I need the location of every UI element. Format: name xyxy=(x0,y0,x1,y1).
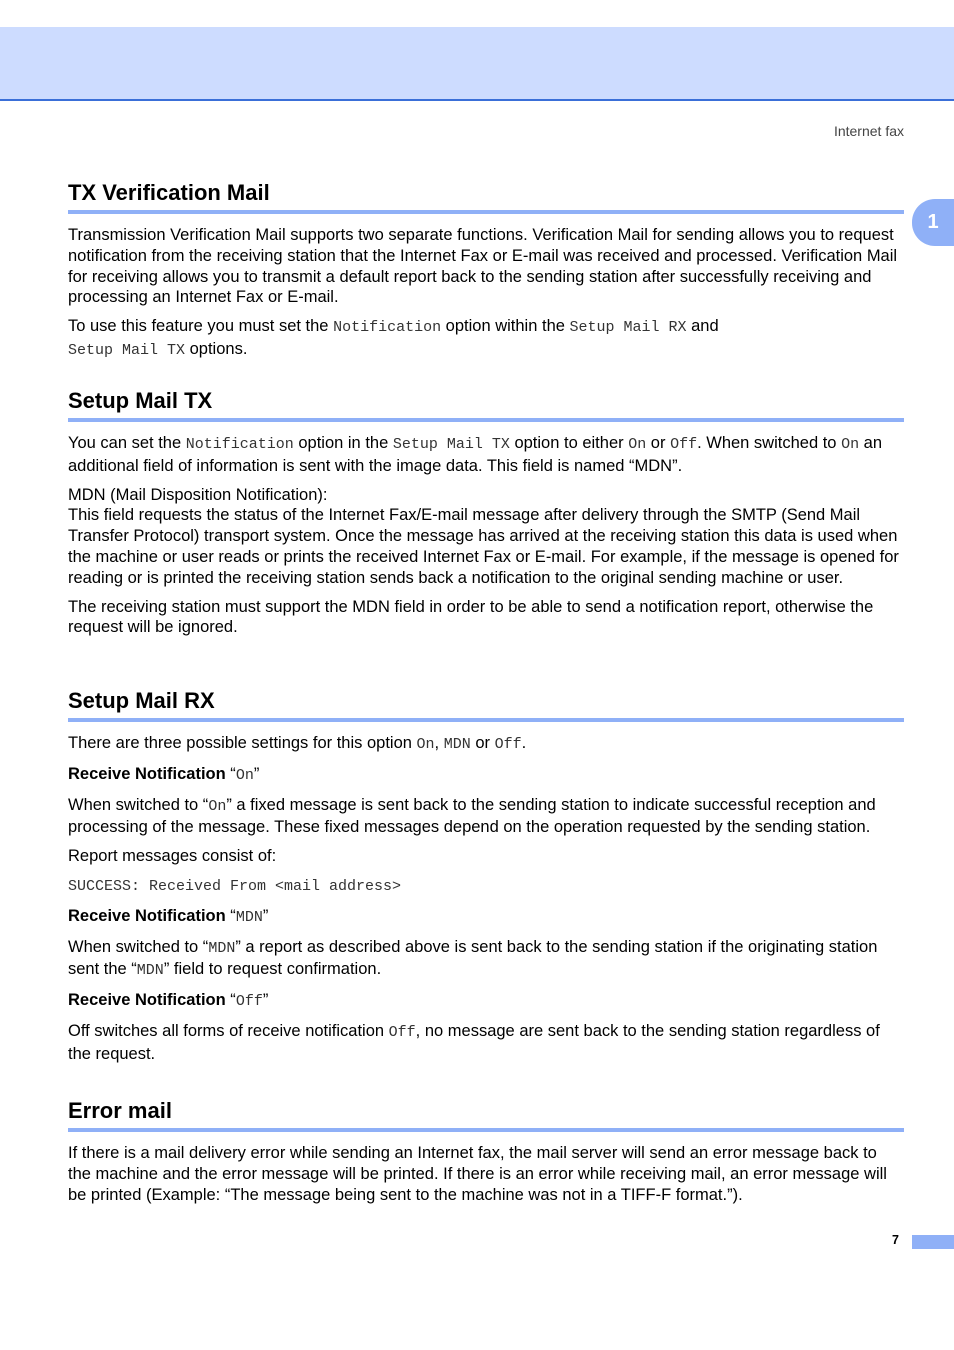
section-error-mail xyxy=(68,1097,904,1205)
section-setup-mail-tx xyxy=(68,387,904,638)
paragraph: MDN (Mail Disposition Notification): This field requests the status of the Internet Fax/E-mail message after delivery through the SMTP (Send Mail Transfer Protocol) transport system. Once the message has arrived at the receiving station this data is used when the machine or user reads or prints the received Internet Fax or E-mail. For example, if the message is opened for reading or is printed the receiving station sends back a notification to the original sending machine or user. xyxy=(68,485,899,587)
page-number: 7 xyxy=(892,1233,899,1247)
page-tab-marker xyxy=(912,1235,954,1249)
paragraph: Transmission Verification Mail supports two separate functions. Verification Mail for sending allows you to request notification from the receiving station that the Internet Fax or E-mail was received and processed. Verification Mail for receiving allows you to transmit a default report back to the sending station after successfully receiving and processing an Internet Fax or E-mail. xyxy=(68,226,898,307)
section-title: TX Verification Mail xyxy=(68,179,904,214)
subheading-receive-on: Receive Notification “On” xyxy=(68,764,260,784)
running-title: Internet fax xyxy=(833,123,904,139)
report-code-line: SUCCESS: Received From <mail address> xyxy=(68,877,402,895)
chapter-tab xyxy=(912,199,954,246)
paragraph: To use this feature you must set the Notification option within the Setup Mail RX and Setup Mail TX options. xyxy=(68,317,719,359)
section-title: Setup Mail TX xyxy=(68,387,904,422)
paragraph: There are three possible settings for this option On, MDN or Off. xyxy=(68,734,527,753)
code-setup-mail-rx: Setup Mail RX xyxy=(569,319,687,337)
section-tx-verification-mail xyxy=(68,179,904,362)
paragraph: You can set the Notification option in the Setup Mail TX option to either On or Off. When switched to On an additional field of information is sent with the image data. This field is named “MDN”. xyxy=(68,434,883,475)
code-setup-mail-tx: Setup Mail TX xyxy=(68,341,186,359)
paragraph: Report messages consist of: xyxy=(68,847,277,866)
paragraph: The receiving station must support the MDN field in order to be able to send a notification report, otherwise the request will be ignored. xyxy=(68,597,874,637)
chapter-number: 1 xyxy=(927,211,939,233)
subheading-receive-mdn: Receive Notification “MDN” xyxy=(68,906,269,926)
paragraph: When switched to “On” a fixed message is sent back to the sending station to indicate successful reception and processing of the message. These fixed messages depend on the operation requested by the sending station. xyxy=(68,795,876,837)
subheading-receive-off: Receive Notification “Off” xyxy=(68,991,269,1011)
paragraph: When switched to “MDN” a report as described above is sent back to the sending station if the originating station sent the “MDN” field to request confirmation. xyxy=(68,937,878,980)
paragraph: Off switches all forms of receive notification Off, no message are sent back to the sending station regardless of the request. xyxy=(68,1021,880,1063)
code-notification: Notification xyxy=(333,319,442,337)
header-band xyxy=(0,27,954,101)
section-title: Setup Mail RX xyxy=(68,687,904,722)
section-setup-mail-rx xyxy=(68,687,904,1065)
paragraph: If there is a mail delivery error while sending an Internet fax, the mail server will send an error message back to the machine and the error message will be printed. If there is an error while receiving mail, an error message will be printed (Example: “The message being sent to the machine was not in a TIFF-F format.”). xyxy=(68,1144,887,1204)
section-title: Error mail xyxy=(68,1097,904,1132)
